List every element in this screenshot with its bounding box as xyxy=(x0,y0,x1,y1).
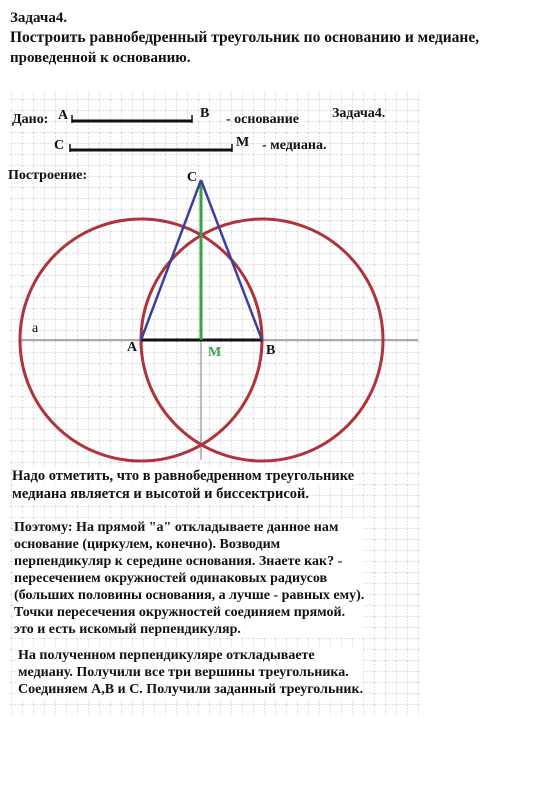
given-point-c: С xyxy=(54,138,65,153)
note-line2: медиана является и высотой и биссектрисой. xyxy=(12,486,309,502)
task-statement-line2: проведенной к основанию. xyxy=(10,50,191,66)
side-ac xyxy=(141,180,201,340)
explanation-block xyxy=(14,519,364,638)
vertex-a-label: А xyxy=(127,340,138,355)
task-tag: Задача4. xyxy=(332,106,386,121)
given-median-segment xyxy=(70,144,232,152)
line-a-label: а xyxy=(32,321,39,336)
final-block xyxy=(18,647,363,698)
explanation-line: это и есть искомый перпендикуляр. xyxy=(14,621,364,638)
task-statement-line1: Построить равнобедренный треугольник по основанию и медиане, xyxy=(10,29,480,46)
vertex-c-label: С xyxy=(187,170,198,185)
explanation-line: Точки пересечения окружностей соединяем прямой. xyxy=(14,604,364,621)
side-bc xyxy=(201,180,262,340)
given-base-note: - основание xyxy=(226,112,300,127)
given-base-segment xyxy=(72,115,192,123)
note-line1: Надо отметить, что в равнобедренном треугольнике xyxy=(12,468,355,484)
final-line: Соединяем А,В и С. Получили заданный треугольник. xyxy=(18,682,364,697)
vertex-b-label: В xyxy=(266,343,276,358)
midpoint-m-label: М xyxy=(208,345,222,360)
given-label: Дано: xyxy=(12,112,49,127)
construction-label: Построение: xyxy=(8,168,88,183)
explanation-line: (больших половины основания, а лучше - равных ему). xyxy=(14,588,365,603)
explanation-line: основание (циркулем, конечно). Возводим xyxy=(14,536,364,553)
given-point-b: В xyxy=(200,106,210,121)
explanation-line: пересечением окружностей одинаковых радиусов xyxy=(14,570,364,587)
final-line: медиану. Получили все три вершины треугольника. xyxy=(18,664,363,681)
explanation-line: Поэтому: На прямой "а" откладываете данное нам xyxy=(14,519,364,536)
given-median-note: - медиана. xyxy=(262,138,327,153)
final-line: На полученном перпендикуляре откладываете xyxy=(18,647,363,664)
given-point-a: А xyxy=(58,108,69,123)
given-point-m: М xyxy=(236,135,250,150)
explanation-line: перпендикуляр к середине основания. Знаете как? - xyxy=(14,553,364,570)
task-title: Задача4. xyxy=(10,10,68,26)
